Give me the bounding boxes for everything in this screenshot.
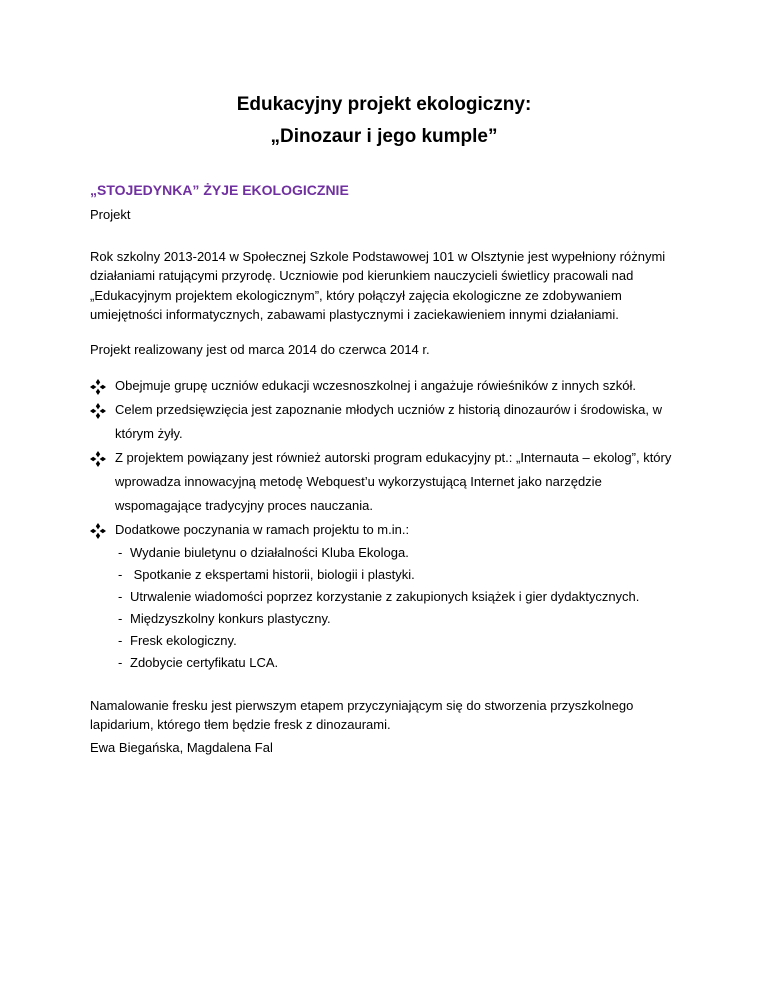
- bullet-item: [90, 446, 690, 518]
- sub-list-item: [90, 630, 690, 652]
- bullet-item: [90, 374, 690, 398]
- closing-paragraph: Namalowanie fresku jest pierwszym etapem przyczyniającym się do stworzenia przyszkolnego lapidarium, którego tłem będzie fresk z dinozaurami.: [90, 698, 634, 732]
- authors-line: Ewa Biegańska, Magdalena Fal: [90, 740, 273, 755]
- sub-list: [115, 542, 690, 674]
- bullet-text: Dodatkowe poczynania w ramach projektu to m.in.:: [115, 522, 410, 537]
- sub-item-text: Zdobycie certyfikatu LCA.: [130, 655, 279, 670]
- diamond-bullet-icon: [90, 523, 106, 539]
- bullet-text: Celem przedsięwzięcia jest zapoznanie młodych uczniów z historią dinozaurów i środowiska, w którym żyły.: [115, 402, 662, 441]
- sub-item-text: Utrwalenie wiadomości poprzez korzystanie z zakupionych książek i gier dydaktycznych.: [130, 589, 640, 604]
- dash-marker: -: [118, 633, 123, 648]
- sub-item-text: Spotkanie z ekspertami historii, biologii i plastyki.: [130, 567, 415, 582]
- bullet-text: Obejmuje grupę uczniów edukacji wczesnoszkolnej i angażuje rówieśników z innych szkół.: [115, 378, 636, 393]
- sub-item-text: Międzyszkolny konkurs plastyczny.: [130, 611, 331, 626]
- bullet-list: [90, 374, 690, 674]
- sub-item-text: Fresk ekologiczny.: [130, 633, 237, 648]
- document-title-line-1: Edukacyjny projekt ekologiczny:: [236, 94, 532, 115]
- sub-item-text: Wydanie biuletynu o działalności Kluba Ekologa.: [130, 545, 409, 560]
- sub-list-item: [90, 608, 690, 630]
- period-paragraph: Projekt realizowany jest od marca 2014 do czerwca 2014 r.: [90, 342, 430, 357]
- diamond-bullet-icon: [90, 451, 106, 467]
- diamond-bullet-icon: [90, 403, 106, 419]
- project-label: Projekt: [90, 207, 131, 222]
- bullet-text: Z projektem powiązany jest również autorski program edukacyjny pt.: „Internauta – ekolog”, który wprowadza innowacyjną metodę Webquest’u wykorzystującą Internet jako narzędzie wspomagające tradycyjny proces nauczania.: [115, 450, 672, 513]
- sub-list-item: [90, 564, 690, 586]
- sub-list-item: [90, 652, 690, 674]
- dash-marker: -: [118, 567, 123, 582]
- dash-marker: -: [118, 655, 123, 670]
- document-title-line-2: „Dinozaur i jego kumple”: [270, 126, 498, 147]
- dash-marker: -: [118, 589, 123, 604]
- intro-paragraph: Rok szkolny 2013-2014 w Społecznej Szkole Podstawowej 101 w Olsztynie jest wypełniony różnymi działaniami ratującymi przyrodę. Uczniowie pod kierunkiem nauczycieli świetlicy pracowali nad „Edukacyjnym projektem ekologicznym”, który połączył zajęcia ekologiczne ze zdobywaniem umiejętności informatycznych, zabawami plastycznymi i zaciekawieniem innymi działaniami.: [90, 249, 666, 322]
- sub-list-item: [90, 542, 690, 564]
- section-heading: „STOJEDYNKA” ŻYJE EKOLOGICZNIE: [90, 182, 349, 198]
- bullet-item: [90, 518, 690, 674]
- dash-marker: -: [118, 545, 123, 560]
- sub-list-item: [90, 586, 690, 608]
- bullet-item: [90, 398, 690, 446]
- dash-marker: -: [118, 611, 123, 626]
- diamond-bullet-icon: [90, 379, 106, 395]
